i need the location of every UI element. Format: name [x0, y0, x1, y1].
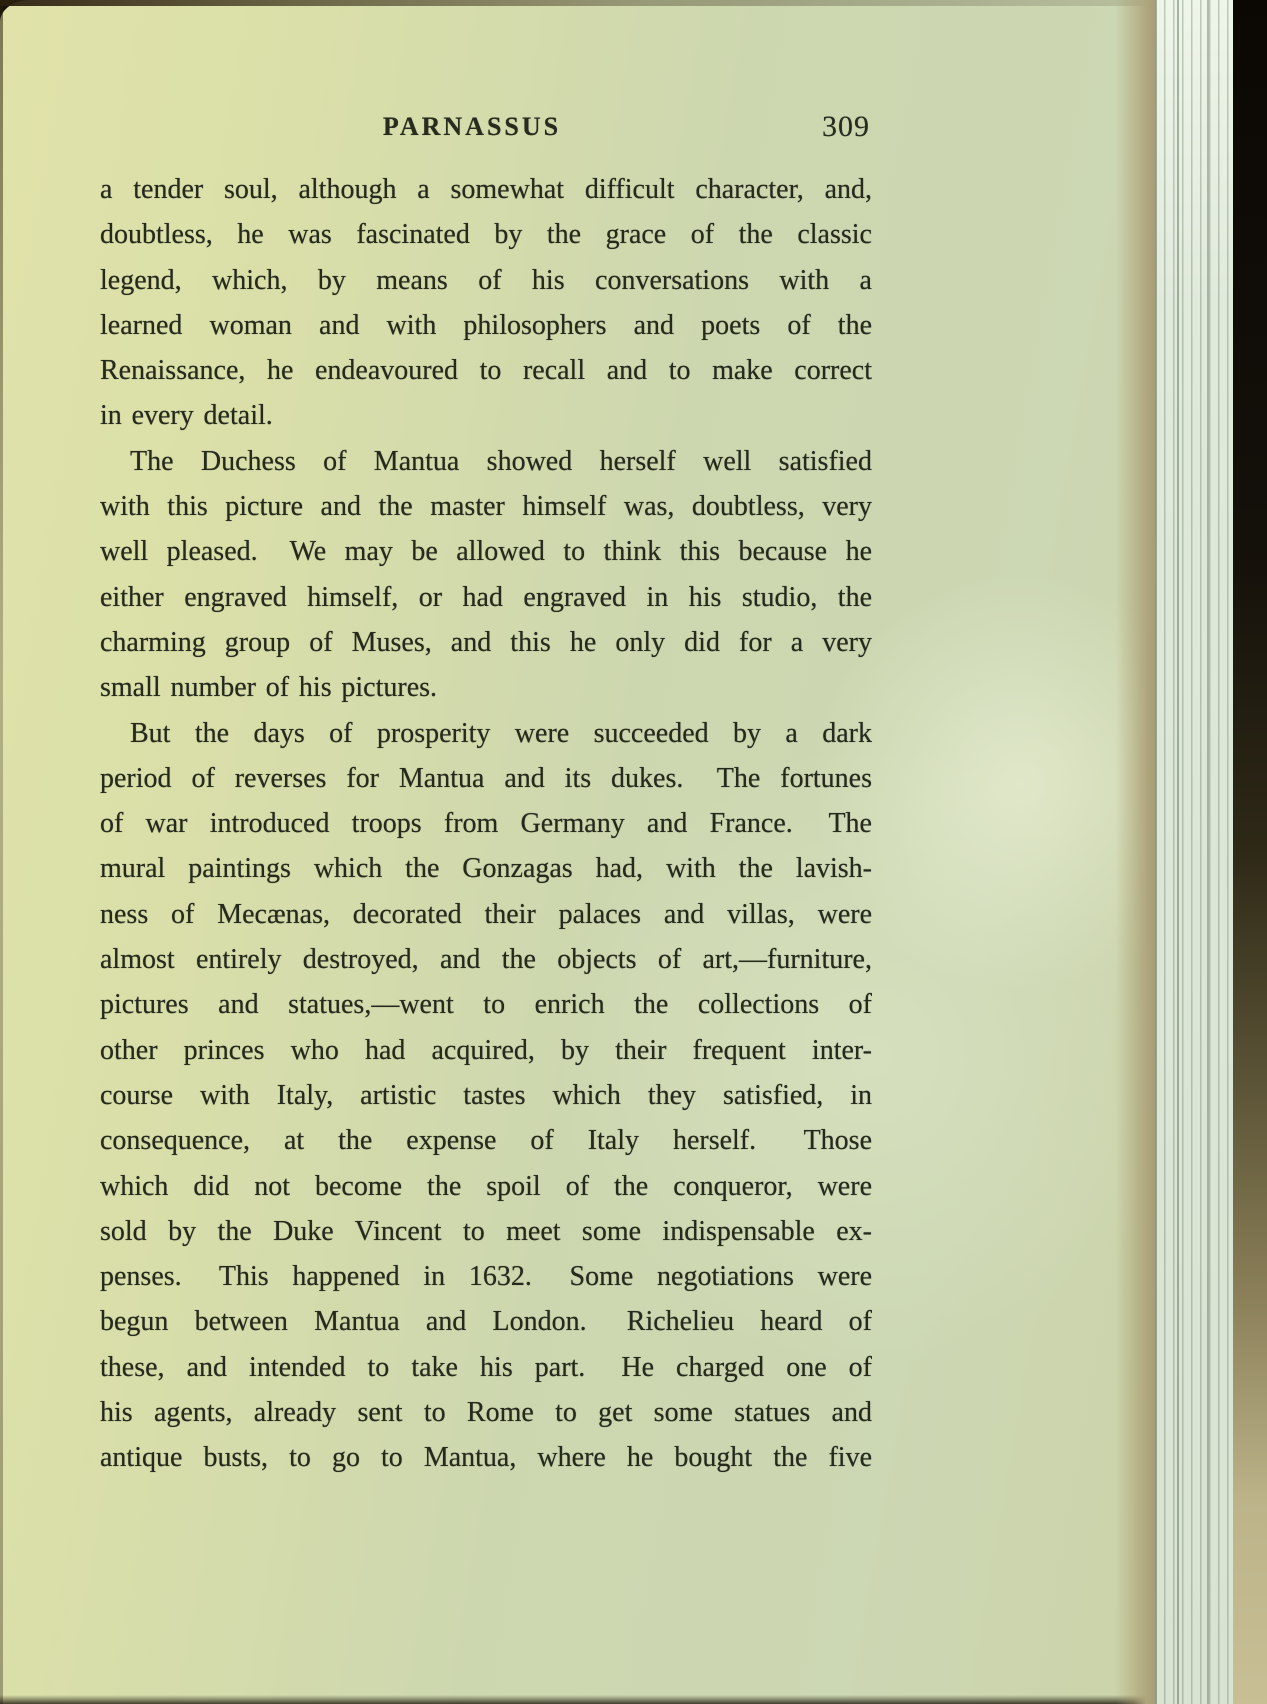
- text-line: learned woman and with philosophers and poets of the: [100, 309, 872, 341]
- text-line: his agents, already sent to Rome to get some statues and: [100, 1397, 872, 1429]
- text-line: charming group of Muses, and this he only did for a very: [100, 626, 872, 658]
- page-number: 309: [822, 110, 870, 143]
- paragraph: [100, 711, 872, 1481]
- text-line: mural paintings which the Gonzagas had, with the lavish-: [100, 853, 872, 885]
- text-line: small number of his pictures.: [100, 672, 438, 704]
- text-line: a tender soul, although a somewhat difficult character, and,: [100, 174, 872, 205]
- stacked-pages-fore-edge: [1155, 0, 1233, 1704]
- text-line: begun between Mantua and London. Richelieu heard of: [100, 1306, 872, 1338]
- photo-background-edge: [1233, 0, 1267, 1704]
- text-line: of war introduced troops from Germany and France. The: [100, 808, 872, 840]
- text-line: almost entirely destroyed, and the objects of art,—furniture,: [100, 944, 872, 976]
- text-line: well pleased. We may be allowed to think this because he: [100, 536, 872, 568]
- text-line: other princes who had acquired, by their frequent inter-: [100, 1034, 872, 1066]
- text-line: these, and intended to take his part. He charged one of: [100, 1351, 872, 1383]
- text-block: [100, 167, 872, 1481]
- text-line: pictures and statues,—went to enrich the collections of: [100, 989, 872, 1021]
- page-bottom-edge: [0, 1695, 1240, 1704]
- page-curl-shadow: [1115, 0, 1155, 1704]
- text-line: consequence, at the expense of Italy herself. Those: [100, 1125, 872, 1157]
- paragraph: [100, 167, 872, 439]
- page-left-edge: [0, 0, 3, 1704]
- text-line: doubtless, he was fascinated by the grace of the classic: [100, 219, 872, 251]
- page-top-edge: [0, 0, 1160, 6]
- text-line: penses. This happened in 1632. Some negotiations were: [100, 1261, 872, 1293]
- text-line: antique busts, to go to Mantua, where he bought the five: [100, 1442, 872, 1474]
- text-line: with this picture and the master himself was, doubtless, very: [100, 491, 872, 523]
- text-line: Renaissance, he endeavoured to recall and to make correct: [100, 355, 872, 387]
- text-line: sold by the Duke Vincent to meet some indispensable ex-: [100, 1215, 872, 1247]
- book-fore-edge-zone: [1115, 0, 1267, 1704]
- text-line: But the days of prosperity were succeeded by a dark: [130, 717, 872, 749]
- text-line: either engraved himself, or had engraved in his studio, the: [100, 581, 872, 613]
- page-title: PARNASSUS: [382, 112, 562, 141]
- text-line: legend, which, by means of his conversations with a: [100, 264, 872, 296]
- paragraph: [100, 439, 872, 711]
- text-line: in every detail.: [100, 400, 273, 432]
- text-line: ness of Mecænas, decorated their palaces and villas, were: [100, 898, 872, 930]
- text-line: The Duchess of Mantua showed herself well satisfied: [130, 445, 872, 477]
- running-head: [100, 112, 872, 148]
- text-line: course with Italy, artistic tastes which they satisfied, in: [100, 1079, 872, 1111]
- text-line: period of reverses for Mantua and its dukes. The fortunes: [100, 762, 872, 794]
- text-line: which did not become the spoil of the conqueror, were: [100, 1170, 872, 1202]
